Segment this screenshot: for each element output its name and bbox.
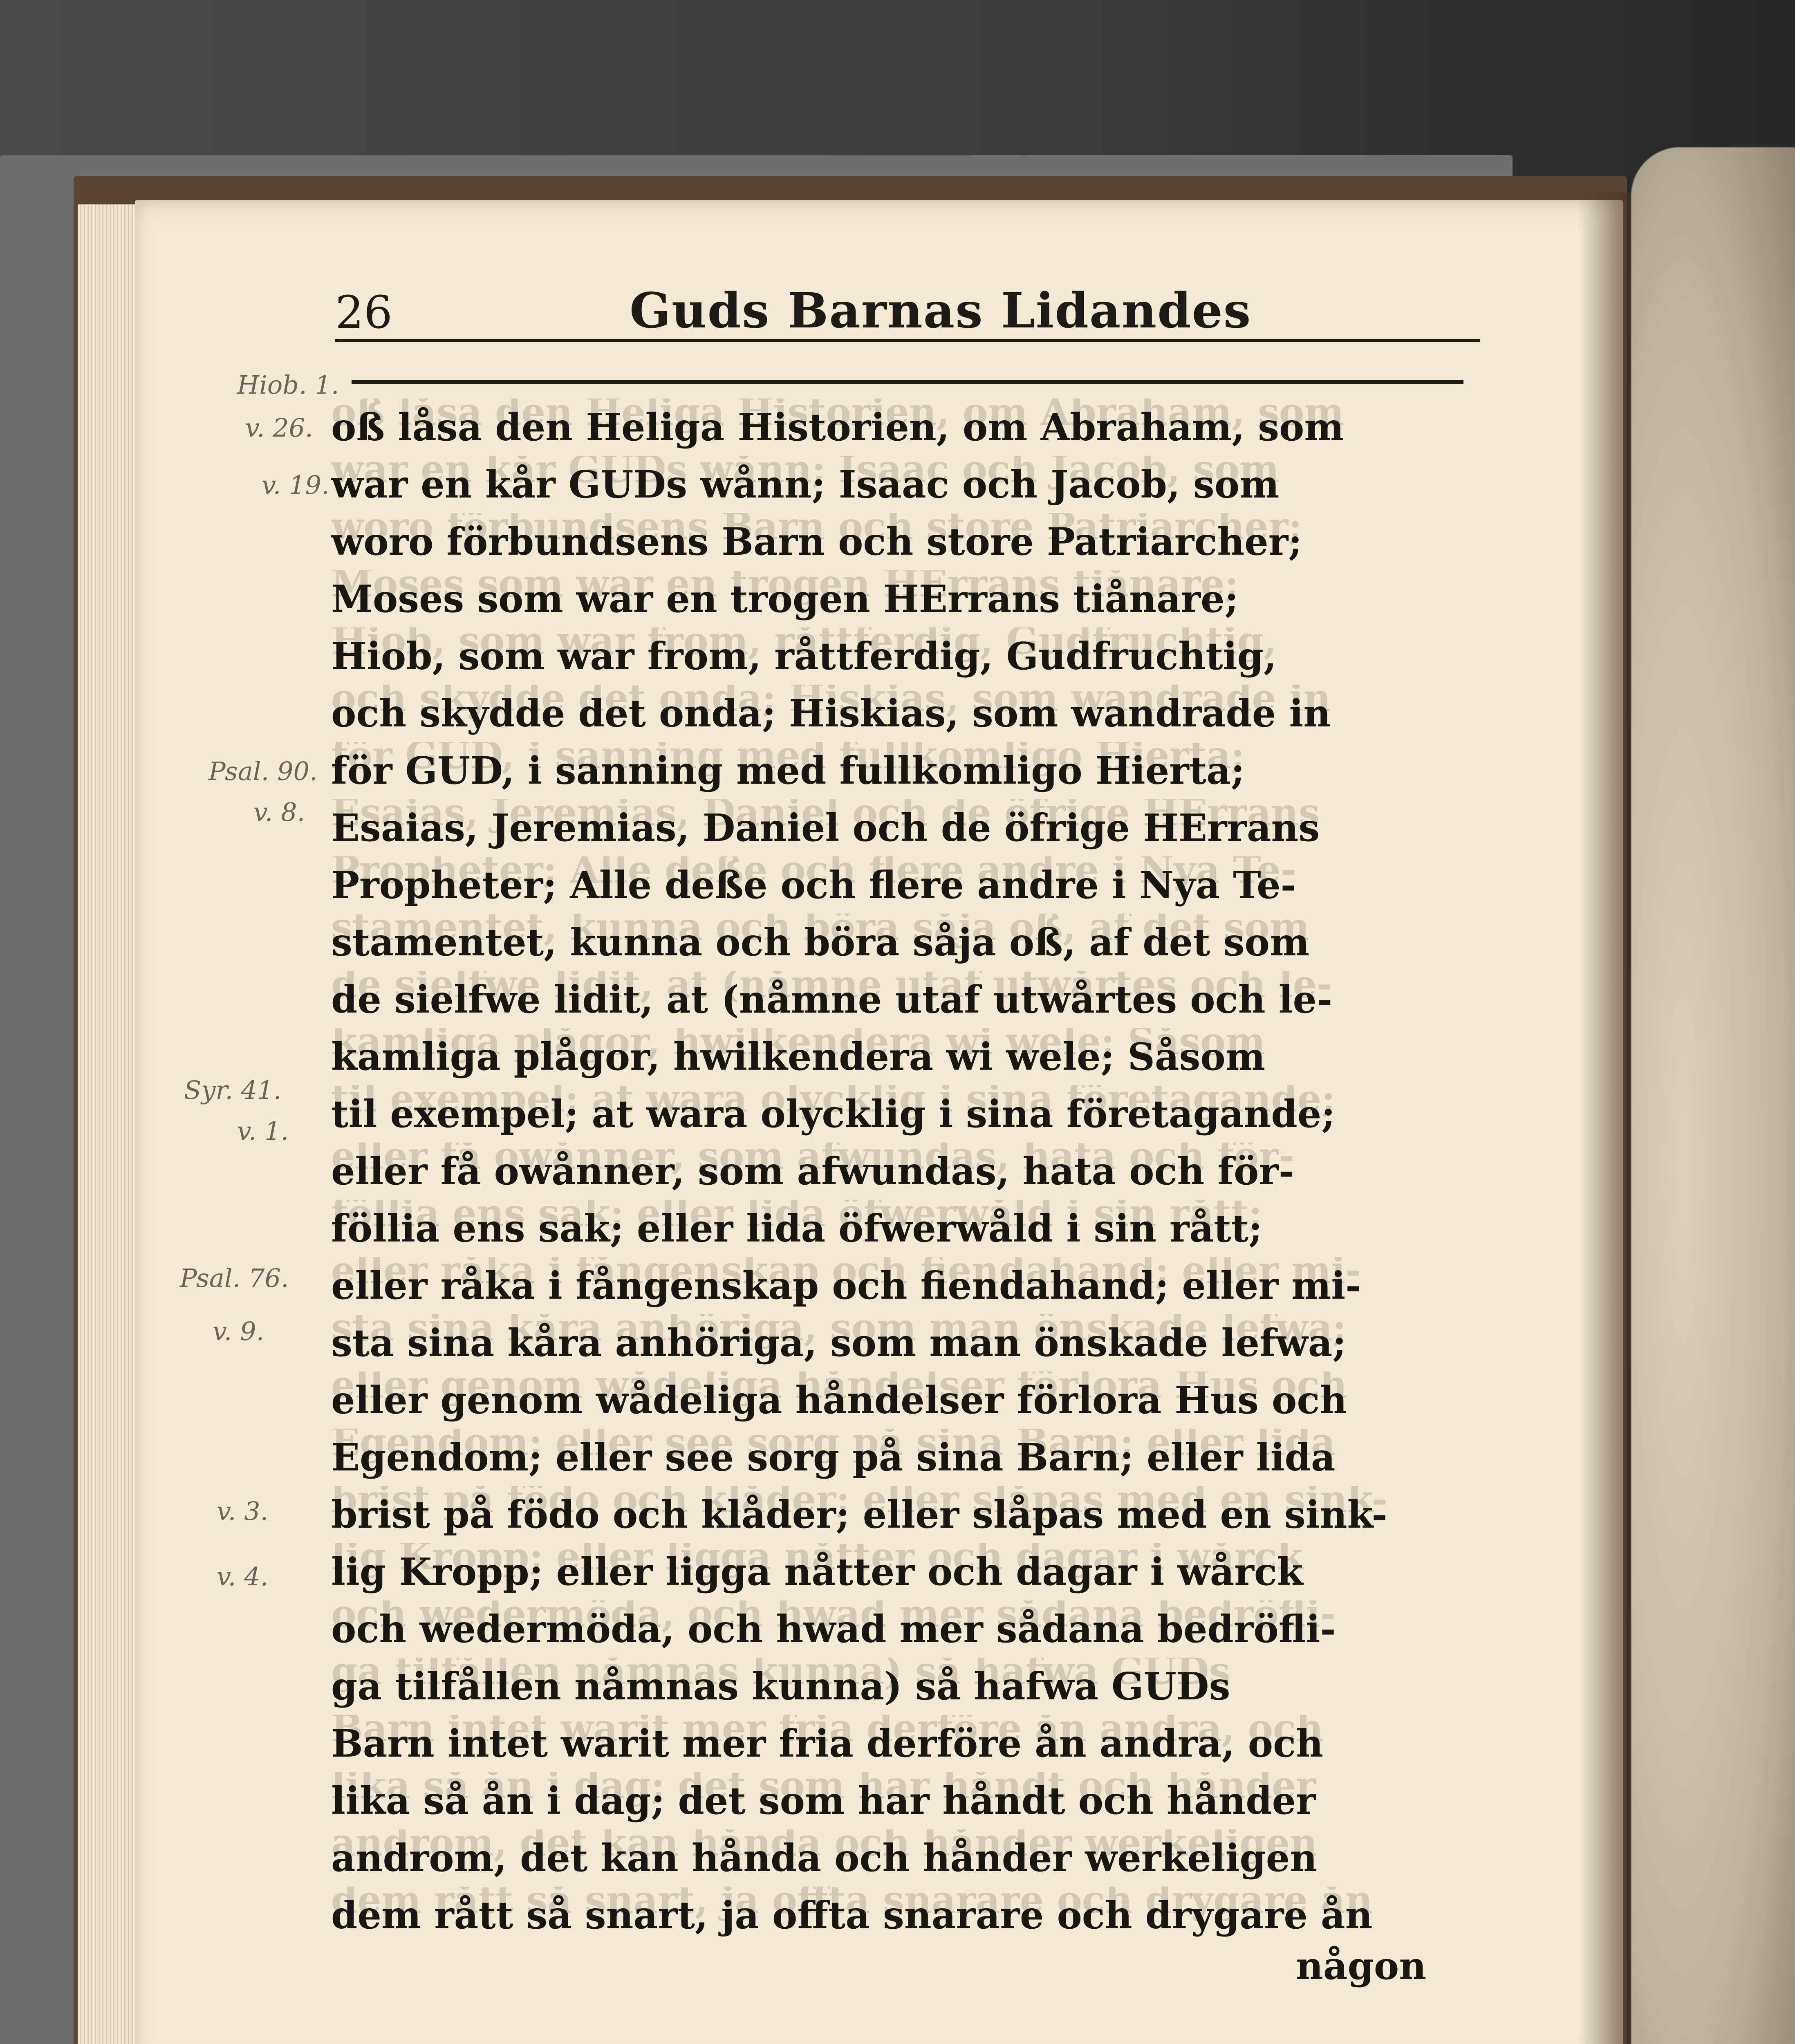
text-line: stamentet, kunna och böra såja oß, af det som — [331, 920, 1310, 964]
text-line: sta sina kåra anhöriga, som man önskade lefwa; — [331, 1321, 1347, 1365]
text-line: och wedermöda, och hwad mer sådana bedröfli- — [331, 1607, 1336, 1651]
text-line: ga tilfållen nåmnas kunna) så hafwa GUDs — [331, 1664, 1230, 1708]
text-line: war en kår GUDs wånn; Isaac och Jacob, som — [331, 462, 1280, 507]
text-line: oß låsa den Heliga Historien, om Abraham, som — [331, 405, 1344, 449]
margin-note: v. 26. — [245, 413, 313, 443]
catchword: någon — [1296, 1944, 1427, 1988]
margin-note: v. 9. — [213, 1316, 264, 1346]
text-line: Moses som war en trogen HErrans tiånare; — [331, 577, 1239, 621]
text-line: och skydde det onda; Hiskias, som wandrade in — [331, 691, 1331, 735]
margin-note: v. 19. — [262, 470, 329, 500]
header-rule-thin — [335, 339, 1480, 342]
text-line: kamliga plågor, hwilkendera wi wele; Såsom — [331, 1035, 1266, 1079]
running-title: Guds Barnas Lidandes — [630, 282, 1252, 339]
margin-note: Psal. 76. — [180, 1263, 289, 1293]
margin-note: Psal. 90. — [208, 756, 318, 786]
text-line: woro förbundsens Barn och store Patriarcher; — [331, 520, 1302, 564]
text-line: dem rått så snart, ja offta snarare och drygare ån — [331, 1893, 1373, 1937]
text-line: Egendom; eller see sorg på sina Barn; eller lida — [331, 1435, 1336, 1479]
margin-notes — [155, 368, 339, 1921]
text-line: lika så ån i dag; det som har håndt och hånder — [331, 1779, 1316, 1823]
text-line: til exempel; at wara olycklig i sina företagande; — [331, 1092, 1336, 1136]
body-text — [331, 399, 1459, 1944]
text-line: föllia ens sak; eller lida öfwerwåld i sin rått; — [331, 1206, 1263, 1251]
text-line: eller råka i fångenskap och fiendahand; eller mi- — [331, 1264, 1361, 1308]
margin-note: v. 1. — [237, 1116, 289, 1146]
right-page-edge — [1631, 147, 1795, 2044]
header-rule — [352, 380, 1463, 384]
page-number: 26 — [335, 286, 392, 338]
text-line: Propheter; Alle deße och flere andre i Nya Te- — [331, 863, 1296, 907]
margin-note: Syr. 41. — [184, 1075, 282, 1105]
text-line: lig Kropp; eller ligga nåtter och dagar i wårck — [331, 1550, 1303, 1594]
margin-note: v. 8. — [253, 797, 305, 827]
text-line: de sielfwe lidit, at (nåmne utaf utwårtes och le- — [331, 977, 1333, 1022]
page-header — [335, 282, 1480, 360]
text-line: androm, det kan hånda och hånder werkeligen — [331, 1836, 1318, 1880]
margin-note: v. 4. — [217, 1562, 269, 1591]
text-line: Esaias, Jeremias, Daniel och de öfrige HErrans — [331, 806, 1320, 850]
margin-note: Hiob. 1. — [237, 370, 339, 400]
margin-note: v. 3. — [217, 1496, 269, 1526]
text-line: eller få owånner, som afwundas, hata och för- — [331, 1149, 1295, 1193]
text-line: brist på födo och klåder; eller slåpas med en sink- — [331, 1493, 1387, 1537]
text-line: för GUD, i sanning med fullkomligo Hierta; — [331, 749, 1245, 793]
text-line: Barn intet warit mer fria derföre ån andra, och — [331, 1721, 1323, 1766]
text-line: eller genom wådeliga håndelser förlora Hus och — [331, 1378, 1347, 1422]
text-line: Hiob, som war from, råttferdig, Gudfruchtig, — [331, 634, 1277, 678]
